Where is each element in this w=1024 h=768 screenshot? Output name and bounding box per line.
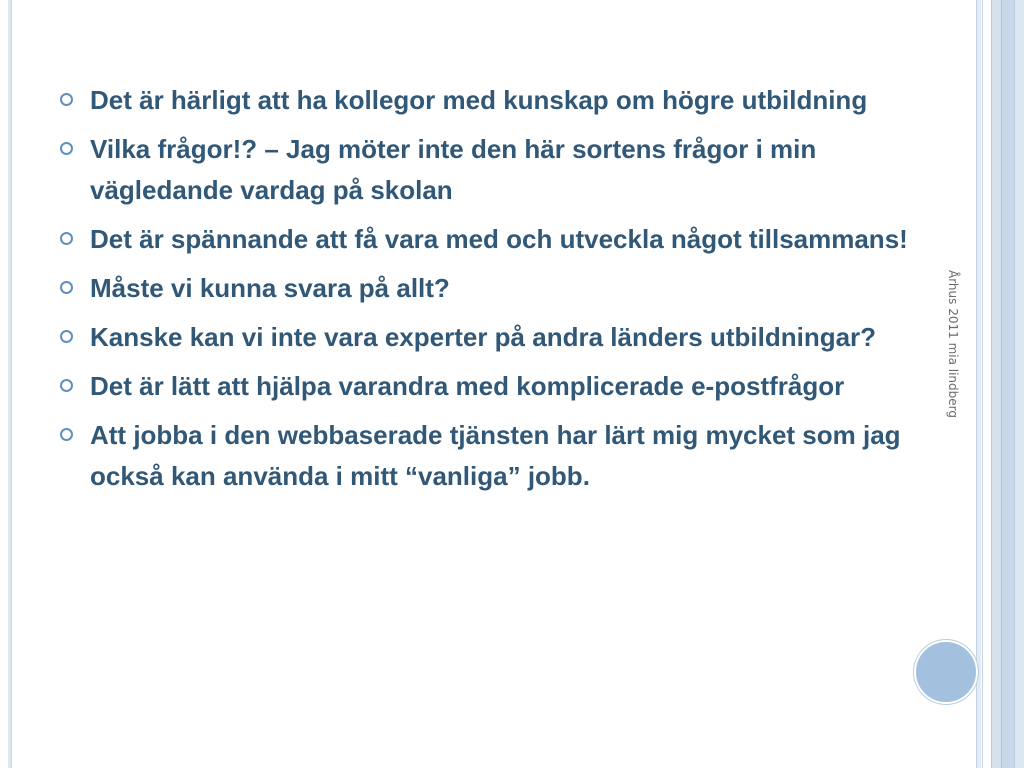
bullet-icon — [60, 232, 73, 245]
bullet-item — [60, 129, 930, 211]
right-stripe — [976, 0, 981, 768]
bullet-text: Det är spännande att få vara med och utveckla något tillsammans! — [90, 224, 908, 254]
right-stripe — [991, 0, 1001, 768]
bullet-list — [60, 80, 930, 505]
bullet-text: Att jobba i den webbaserade tjänsten har lärt mig mycket som jag också kan använda i mitt “vanliga” jobb. — [90, 420, 901, 491]
bullet-text: Kanske kan vi inte vara experter på andra länders utbildningar? — [90, 322, 877, 352]
bullet-text: Vilka frågor!? – Jag möter inte den här sortens frågor i min vägledande vardag på skolan — [90, 134, 817, 205]
side-caption: Århus 2011 mia lindberg — [946, 270, 960, 418]
bullet-icon — [60, 142, 73, 155]
bullet-item — [60, 366, 930, 407]
bullet-item — [60, 219, 930, 260]
bullet-icon — [60, 330, 73, 343]
bullet-text: Det är lätt att hjälpa varandra med komplicerade e-postfrågor — [90, 371, 845, 401]
bullet-icon — [60, 428, 73, 441]
right-stripe — [982, 0, 991, 768]
bullet-icon — [60, 93, 73, 106]
bullet-item — [60, 80, 930, 121]
right-stripe — [1001, 0, 1014, 768]
right-stripe — [1014, 0, 1024, 768]
decorative-circle — [914, 640, 978, 704]
bullet-icon — [60, 379, 73, 392]
bullet-icon — [60, 281, 73, 294]
bullet-item — [60, 415, 930, 497]
bullet-item — [60, 268, 930, 309]
left-border — [8, 0, 12, 768]
bullet-text: Det är härligt att ha kollegor med kunskap om högre utbildning — [90, 85, 868, 115]
bullet-text: Måste vi kunna svara på allt? — [90, 273, 450, 303]
bullet-item — [60, 317, 930, 358]
